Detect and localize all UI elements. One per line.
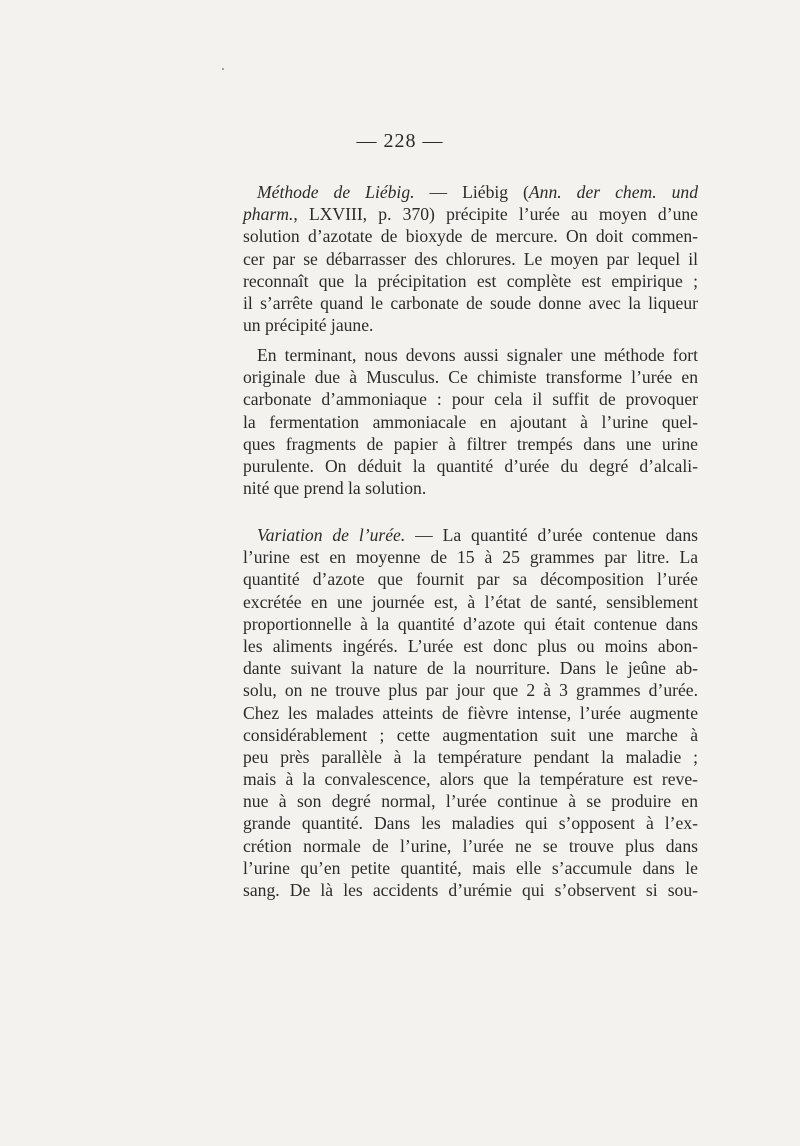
text-line: solution d’azotate de bioxyde de mercure. On doit commen- xyxy=(243,226,698,247)
page-number: — 228 — xyxy=(356,130,444,152)
text-line: purulente. On déduit la quantité d’urée du degré d’alcali- xyxy=(243,455,698,476)
section-heading: Méthode de Liébig. xyxy=(257,182,415,202)
text-line: dante suivant la nature de la nourriture. Dans le jeûne ab- xyxy=(243,658,698,679)
paper-speck xyxy=(222,68,224,70)
text-line: un précipité jaune. xyxy=(243,315,374,336)
text-line: carbonate d’ammoniaque : pour cela il suffit de provoquer xyxy=(243,389,698,410)
text-line: excrétée en une journée est, à l’état de santé, sensiblement xyxy=(243,591,698,612)
text-line: l’urine est en moyenne de 15 à 25 grammes par litre. La xyxy=(243,547,698,568)
text-line: mais à la convalescence, alors que la température est reve- xyxy=(243,769,698,790)
paragraph-first-line xyxy=(243,524,698,546)
text-line-rest: , LXVIII, p. 370) précipite l’urée au moyen d’une xyxy=(293,204,698,225)
text-line: nité que prend la solution. xyxy=(243,478,427,499)
text-line: solu, on ne trouve plus par jour que 2 à 3 grammes d’urée. xyxy=(243,680,698,701)
text-line: ques fragments de papier à filtrer trempés dans une urine xyxy=(243,433,698,454)
text-line: En terminant, nous devons aussi signaler une méthode fort xyxy=(257,345,698,365)
journal-reference: Ann. der chem. und xyxy=(528,182,699,202)
text-line: nue à son degré normal, l’urée continue à se produire en xyxy=(243,791,698,812)
text-line: il s’arrête quand le carbonate de soude donne avec la liqueur xyxy=(243,292,698,313)
text-line: quantité d’azote que fournit par sa décomposition l’urée xyxy=(243,569,698,590)
heading-text: — La quantité d’urée contenue dans xyxy=(405,525,698,545)
text-line: Chez les malades atteints de fièvre intense, l’urée augmente xyxy=(243,702,698,723)
text-line: proportionnelle à la quantité d’azote qui était contenue dans xyxy=(243,613,698,634)
text-line: originale due à Musculus. Ce chimiste transforme l’urée en xyxy=(243,367,698,388)
paragraph-first-line xyxy=(243,181,698,203)
heading-text: — Liébig ( xyxy=(414,182,529,202)
section-heading: Variation de l’urée. xyxy=(257,525,406,545)
text-line: pharm., LXVIII, p. 370) précipite l’urée au moyen d’une xyxy=(243,204,698,225)
text-line: cer par se débarrasser des chlorures. Le moyen par lequel il xyxy=(243,248,698,269)
text-line: grande quantité. Dans les maladies qui s’opposent à l’ex- xyxy=(243,813,698,834)
text-line: l’urine qu’en petite quantité, mais elle s’accumule dans le xyxy=(243,857,698,878)
text-line: crétion normale de l’urine, l’urée ne se trouve plus dans xyxy=(243,835,698,856)
text-line: les aliments ingérés. L’urée est donc plus ou moins abon- xyxy=(243,635,698,656)
paragraph-musculus xyxy=(243,344,698,499)
text-line: sang. De là les accidents d’urémie qui s’observent si sou- xyxy=(243,880,698,900)
text-line: reconnaît que la précipitation est complète est empirique ; xyxy=(243,270,698,291)
paragraph-methode-liebig xyxy=(243,181,698,336)
text-line: peu près parallèle à la température pendant la maladie ; xyxy=(243,746,698,767)
paragraph-variation-uree xyxy=(243,524,698,901)
text-line: considérablement ; cette augmentation suit une marche à xyxy=(243,724,698,745)
text-line: la fermentation ammoniacale en ajoutant à l’urine quel- xyxy=(243,411,698,432)
